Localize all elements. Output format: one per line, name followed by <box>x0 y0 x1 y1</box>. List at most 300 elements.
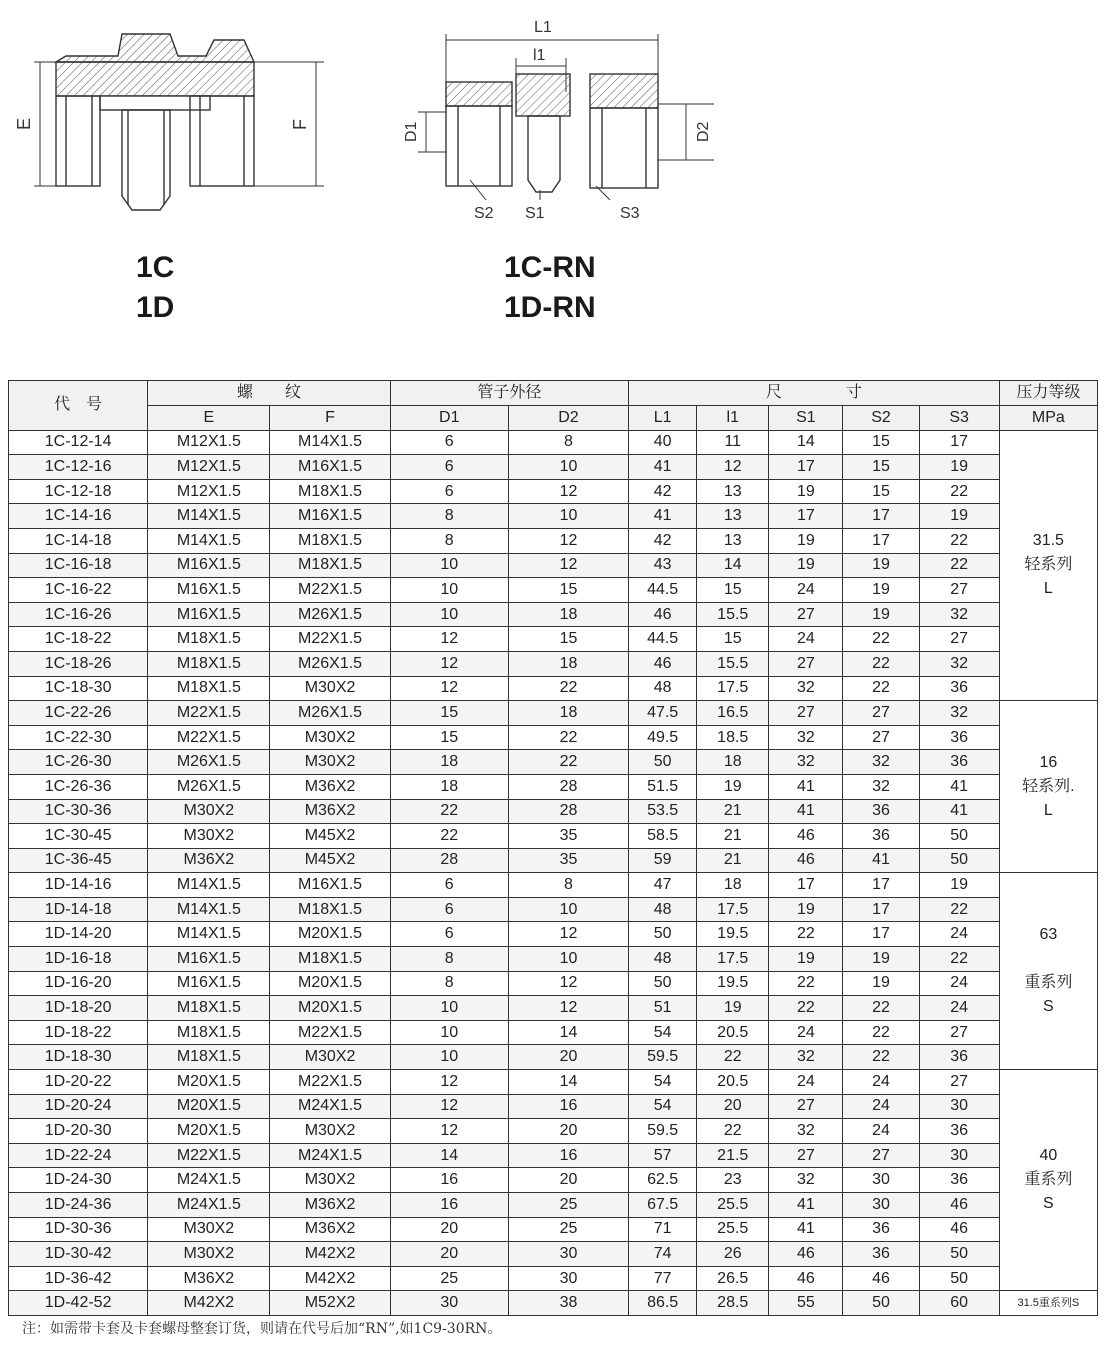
table-cell: 8 <box>390 971 508 996</box>
table-cell: 24 <box>843 1094 919 1119</box>
pressure-group-cell <box>999 873 1097 1070</box>
table-cell: M24X1.5 <box>148 1168 270 1193</box>
table-cell: 10 <box>390 553 508 578</box>
table-cell: 19 <box>769 897 843 922</box>
table-cell: M36X2 <box>270 799 390 824</box>
table-cell: 1C-18-30 <box>9 676 148 701</box>
table-cell: 36 <box>843 1242 919 1267</box>
table-cell: 1D-20-30 <box>9 1119 148 1144</box>
table-cell: 1C-12-18 <box>9 479 148 504</box>
table-cell: 71 <box>629 1217 697 1242</box>
reducing-fitting-drawing <box>418 34 714 200</box>
pressure-group-line: S <box>1043 998 1054 1016</box>
table-row <box>9 1045 1098 1070</box>
table-cell: 1D-24-30 <box>9 1168 148 1193</box>
table-cell: 19 <box>919 873 999 898</box>
table-cell: 24 <box>919 922 999 947</box>
drawings-area <box>0 0 1106 370</box>
table-cell: M24X1.5 <box>148 1193 270 1218</box>
table-cell: 10 <box>508 947 628 972</box>
table-cell: 19 <box>843 578 919 603</box>
table-cell: 22 <box>919 897 999 922</box>
table-cell: 19 <box>769 479 843 504</box>
table-cell: M16X1.5 <box>148 602 270 627</box>
table-cell: 6 <box>390 479 508 504</box>
table-cell: 41 <box>769 1217 843 1242</box>
table-cell: 19 <box>843 971 919 996</box>
table-cell: 49.5 <box>629 725 697 750</box>
table-cell: 51.5 <box>629 774 697 799</box>
table-cell: 22 <box>919 947 999 972</box>
table-cell: 1C-22-26 <box>9 701 148 726</box>
table-cell: 19 <box>843 553 919 578</box>
table-cell: M14X1.5 <box>270 430 390 455</box>
table-cell: M12X1.5 <box>148 430 270 455</box>
table-cell: M45X2 <box>270 848 390 873</box>
table-cell: 1D-16-18 <box>9 947 148 972</box>
table-row <box>9 676 1098 701</box>
dim-s3-label: S3 <box>620 205 640 222</box>
table-cell: 17 <box>843 922 919 947</box>
table-cell: M14X1.5 <box>148 922 270 947</box>
table-cell: M16X1.5 <box>148 578 270 603</box>
table-cell: 1D-20-24 <box>9 1094 148 1119</box>
table-cell: 1D-18-22 <box>9 1020 148 1045</box>
table-cell: 51 <box>629 996 697 1021</box>
table-cell: 13 <box>697 528 769 553</box>
header-f: F <box>270 406 390 431</box>
table-cell: 22 <box>390 799 508 824</box>
dim-e-label: E <box>14 117 34 130</box>
table-cell: M18X1.5 <box>148 996 270 1021</box>
table-cell: 54 <box>629 1020 697 1045</box>
table-cell: 22 <box>697 1119 769 1144</box>
table-cell: 6 <box>390 873 508 898</box>
table-cell: 23 <box>697 1168 769 1193</box>
pressure-group-line: S <box>1043 1195 1054 1213</box>
table-cell: 14 <box>508 1020 628 1045</box>
table-cell: 18 <box>697 750 769 775</box>
pressure-group-line: 31.5重系列S <box>1017 1297 1080 1310</box>
table-cell: M30X2 <box>270 1045 390 1070</box>
model-label-1d-rn: 1D-RN <box>504 291 596 324</box>
table-cell: 16 <box>390 1193 508 1218</box>
table-cell: 53.5 <box>629 799 697 824</box>
table-cell: 22 <box>919 553 999 578</box>
table-cell: 16 <box>508 1143 628 1168</box>
table-cell: 19 <box>769 947 843 972</box>
table-cell: 15 <box>508 578 628 603</box>
pressure-group-line <box>1000 947 1097 971</box>
table-body <box>9 430 1098 1316</box>
table-cell: 17.5 <box>697 897 769 922</box>
table-cell: M22X1.5 <box>148 701 270 726</box>
table-cell: 19 <box>919 504 999 529</box>
table-cell: 1D-14-18 <box>9 897 148 922</box>
table-cell: 24 <box>769 627 843 652</box>
table-row <box>9 1020 1098 1045</box>
table-cell: 48 <box>629 897 697 922</box>
table-cell: M52X2 <box>270 1291 390 1316</box>
table-cell: 10 <box>390 1045 508 1070</box>
table-cell: M18X1.5 <box>270 947 390 972</box>
table-cell: 54 <box>629 1070 697 1095</box>
table-cell: 55 <box>769 1291 843 1316</box>
table-cell: 46 <box>629 651 697 676</box>
table-cell: 46 <box>769 1242 843 1267</box>
straight-fitting-drawing <box>34 34 324 210</box>
table-cell: M42X2 <box>148 1291 270 1316</box>
table-cell: M18X1.5 <box>148 676 270 701</box>
table-cell: 32 <box>769 1119 843 1144</box>
table-cell: 30 <box>843 1193 919 1218</box>
table-cell: M24X1.5 <box>270 1143 390 1168</box>
table-cell: M16X1.5 <box>270 504 390 529</box>
table-cell: 15 <box>843 455 919 480</box>
table-cell: M22X1.5 <box>148 725 270 750</box>
pressure-group-line: 16 <box>1039 753 1058 771</box>
table-cell: 24 <box>919 971 999 996</box>
table-cell: 46 <box>769 824 843 849</box>
table-cell: 59.5 <box>629 1045 697 1070</box>
table-row <box>9 1143 1098 1168</box>
dim-s1-label: S1 <box>525 205 545 222</box>
header-tube-od: 管子外径 <box>390 381 628 406</box>
table-cell: M12X1.5 <box>148 455 270 480</box>
table-cell: 48 <box>629 947 697 972</box>
table-cell: 16 <box>508 1094 628 1119</box>
table-cell: 11 <box>697 430 769 455</box>
table-cell: 14 <box>697 553 769 578</box>
table-cell: 19.5 <box>697 922 769 947</box>
table-cell: 32 <box>769 1045 843 1070</box>
table-cell: 41 <box>919 774 999 799</box>
table-cell: 41 <box>769 1193 843 1218</box>
table-row <box>9 553 1098 578</box>
table-cell: 36 <box>919 1045 999 1070</box>
table-cell: 24 <box>769 1020 843 1045</box>
table-cell: 22 <box>769 971 843 996</box>
table-cell: 12 <box>508 996 628 1021</box>
table-cell: 17 <box>843 897 919 922</box>
table-cell: 18 <box>390 750 508 775</box>
table-cell: 1C-14-18 <box>9 528 148 553</box>
table-cell: 46 <box>769 848 843 873</box>
table-row <box>9 1266 1098 1291</box>
table-cell: 14 <box>508 1070 628 1095</box>
table-cell: M14X1.5 <box>148 528 270 553</box>
model-label-1c: 1C <box>136 251 175 284</box>
table-cell: 15 <box>843 430 919 455</box>
table-cell: 74 <box>629 1242 697 1267</box>
table-cell: 20 <box>508 1119 628 1144</box>
table-cell: 17 <box>843 528 919 553</box>
table-cell: 12 <box>508 553 628 578</box>
table-cell: 42 <box>629 479 697 504</box>
table-cell: M22X1.5 <box>270 1020 390 1045</box>
table-cell: M12X1.5 <box>148 479 270 504</box>
table-cell: 24 <box>769 578 843 603</box>
table-cell: M22X1.5 <box>270 578 390 603</box>
table-row <box>9 1119 1098 1144</box>
table-cell: 22 <box>390 824 508 849</box>
table-cell: 1C-26-30 <box>9 750 148 775</box>
table-cell: 17 <box>843 873 919 898</box>
table-cell: M30X2 <box>148 799 270 824</box>
table-cell: M14X1.5 <box>148 504 270 529</box>
table-cell: 8 <box>508 430 628 455</box>
header-dims: 尺 寸 <box>629 381 1000 406</box>
table-cell: M42X2 <box>270 1242 390 1267</box>
table-cell: M16X1.5 <box>270 873 390 898</box>
dim-d1-label: D1 <box>403 121 420 142</box>
table-cell: 1D-18-20 <box>9 996 148 1021</box>
table-cell: 58.5 <box>629 824 697 849</box>
table-cell: 17 <box>769 873 843 898</box>
table-cell: M20X1.5 <box>148 1070 270 1095</box>
table-cell: 27 <box>919 1070 999 1095</box>
table-cell: 21.5 <box>697 1143 769 1168</box>
table-cell: 1C-18-22 <box>9 627 148 652</box>
dim-s2-label: S2 <box>474 205 494 222</box>
table-cell: 36 <box>919 1168 999 1193</box>
table-cell: 35 <box>508 824 628 849</box>
table-cell: 41 <box>769 799 843 824</box>
table-cell: 24 <box>919 996 999 1021</box>
table-cell: 19 <box>697 996 769 1021</box>
table-cell: 62.5 <box>629 1168 697 1193</box>
dim-l1-small-label: l1 <box>533 47 546 64</box>
table-cell: 36 <box>919 750 999 775</box>
table-cell: M18X1.5 <box>270 479 390 504</box>
table-cell: 19 <box>843 602 919 627</box>
table-cell: 20.5 <box>697 1070 769 1095</box>
table-row <box>9 1291 1098 1316</box>
table-cell: 22 <box>919 479 999 504</box>
table-row <box>9 1094 1098 1119</box>
table-row <box>9 1193 1098 1218</box>
table-cell: M22X1.5 <box>270 1070 390 1095</box>
table-cell: M30X2 <box>270 1119 390 1144</box>
table-cell: 36 <box>919 676 999 701</box>
table-cell: 12 <box>390 676 508 701</box>
table-cell: 27 <box>769 602 843 627</box>
table-cell: 12 <box>390 627 508 652</box>
table-cell: 8 <box>390 947 508 972</box>
pressure-group-cell <box>999 430 1097 701</box>
table-cell: 14 <box>769 430 843 455</box>
dim-f-label: F <box>290 119 310 130</box>
table-cell: 30 <box>919 1143 999 1168</box>
table-cell: M18X1.5 <box>270 553 390 578</box>
table-cell: 44.5 <box>629 578 697 603</box>
table-row <box>9 528 1098 553</box>
table-cell: M30X2 <box>270 750 390 775</box>
table-cell: M20X1.5 <box>148 1094 270 1119</box>
table-cell: 50 <box>919 824 999 849</box>
model-label-1d: 1D <box>136 291 175 324</box>
table-cell: 21 <box>697 848 769 873</box>
table-cell: 46 <box>919 1193 999 1218</box>
table-cell: M20X1.5 <box>148 1119 270 1144</box>
table-cell: M18X1.5 <box>148 1020 270 1045</box>
table-cell: 50 <box>843 1291 919 1316</box>
table-cell: 32 <box>769 676 843 701</box>
table-cell: 27 <box>919 1020 999 1045</box>
table-row <box>9 897 1098 922</box>
table-cell: 24 <box>769 1070 843 1095</box>
table-cell: 27 <box>769 651 843 676</box>
table-cell: 54 <box>629 1094 697 1119</box>
table-cell: 20 <box>508 1045 628 1070</box>
table-cell: 1D-14-20 <box>9 922 148 947</box>
table-cell: 12 <box>390 651 508 676</box>
table-cell: 35 <box>508 848 628 873</box>
table-cell: 15.5 <box>697 651 769 676</box>
table-cell: M16X1.5 <box>148 947 270 972</box>
table-cell: 1D-22-24 <box>9 1143 148 1168</box>
table-cell: 12 <box>390 1070 508 1095</box>
table-cell: 12 <box>508 528 628 553</box>
table-cell: 15 <box>843 479 919 504</box>
table-cell: 1C-18-26 <box>9 651 148 676</box>
table-cell: 1C-16-22 <box>9 578 148 603</box>
pressure-group-cell <box>999 701 1097 873</box>
table-cell: M30X2 <box>270 676 390 701</box>
table-cell: 24 <box>843 1070 919 1095</box>
table-cell: 10 <box>390 996 508 1021</box>
table-cell: 32 <box>769 725 843 750</box>
table-cell: M20X1.5 <box>270 922 390 947</box>
table-row <box>9 701 1098 726</box>
table-cell: 86.5 <box>629 1291 697 1316</box>
table-cell: 13 <box>697 504 769 529</box>
table-cell: 41 <box>629 455 697 480</box>
table-row <box>9 430 1098 455</box>
table-cell: 50 <box>919 1242 999 1267</box>
table-cell: 19 <box>843 947 919 972</box>
table-cell: 32 <box>919 651 999 676</box>
table-cell: M30X2 <box>148 1217 270 1242</box>
pressure-group-line: L <box>1043 801 1053 819</box>
pressure-group-line: 31.5 <box>1032 532 1064 550</box>
table-row <box>9 504 1098 529</box>
table-cell: M14X1.5 <box>148 873 270 898</box>
table-cell: 6 <box>390 922 508 947</box>
table-cell: M30X2 <box>148 1242 270 1267</box>
table-cell: M42X2 <box>270 1266 390 1291</box>
table-cell: 20 <box>390 1217 508 1242</box>
table-cell: 8 <box>390 504 508 529</box>
table-cell: M16X1.5 <box>270 455 390 480</box>
table-row <box>9 1217 1098 1242</box>
header-s2: S2 <box>843 406 919 431</box>
table-cell: 6 <box>390 455 508 480</box>
pressure-group-line: 63 <box>1039 926 1058 944</box>
table-cell: 36 <box>843 824 919 849</box>
table-cell: 1C-26-36 <box>9 774 148 799</box>
table-cell: 30 <box>390 1291 508 1316</box>
table-cell: 15.5 <box>697 602 769 627</box>
table-cell: 46 <box>769 1266 843 1291</box>
table-cell: 28.5 <box>697 1291 769 1316</box>
table-row <box>9 971 1098 996</box>
table-cell: 27 <box>769 701 843 726</box>
table-cell: 1C-16-18 <box>9 553 148 578</box>
table-row <box>9 774 1098 799</box>
table-cell: 8 <box>508 873 628 898</box>
header-mpa: MPa <box>999 406 1097 431</box>
table-cell: 32 <box>843 750 919 775</box>
table-cell: 12 <box>697 455 769 480</box>
dim-l1-label: L1 <box>534 19 552 36</box>
header-thread: 螺 纹 <box>148 381 390 406</box>
table-cell: 27 <box>843 725 919 750</box>
table-cell: 25 <box>508 1193 628 1218</box>
table-cell: 77 <box>629 1266 697 1291</box>
table-row <box>9 455 1098 480</box>
table-row <box>9 578 1098 603</box>
table-cell: M18X1.5 <box>148 1045 270 1070</box>
table-cell: 42 <box>629 528 697 553</box>
table-cell: 18 <box>508 701 628 726</box>
table-row <box>9 1070 1098 1095</box>
table-cell: 21 <box>697 824 769 849</box>
table-cell: 36 <box>919 1119 999 1144</box>
table-cell: 1D-30-36 <box>9 1217 148 1242</box>
table-row <box>9 947 1098 972</box>
table-cell: 18 <box>390 774 508 799</box>
table-row <box>9 725 1098 750</box>
table-cell: 32 <box>769 1168 843 1193</box>
table-cell: 19 <box>919 455 999 480</box>
table-cell: 46 <box>843 1266 919 1291</box>
table-cell: 17.5 <box>697 676 769 701</box>
table-cell: M22X1.5 <box>148 1143 270 1168</box>
table-cell: M36X2 <box>148 1266 270 1291</box>
table-cell: M36X2 <box>270 1193 390 1218</box>
table-cell: 46 <box>629 602 697 627</box>
table-cell: M18X1.5 <box>148 627 270 652</box>
table-cell: 40 <box>629 430 697 455</box>
table-cell: 22 <box>843 651 919 676</box>
table-cell: 50 <box>629 971 697 996</box>
table-cell: 41 <box>629 504 697 529</box>
table-cell: 20 <box>697 1094 769 1119</box>
table-cell: 1D-16-20 <box>9 971 148 996</box>
table-cell: 36 <box>843 1217 919 1242</box>
table-row <box>9 1168 1098 1193</box>
table-row <box>9 1242 1098 1267</box>
table-header <box>9 381 1098 431</box>
table-cell: 36 <box>843 799 919 824</box>
table-cell: 19 <box>769 528 843 553</box>
table-cell: 20 <box>390 1242 508 1267</box>
table-cell: 15 <box>508 627 628 652</box>
table-cell: 20 <box>508 1168 628 1193</box>
table-cell: 12 <box>508 922 628 947</box>
table-cell: 27 <box>919 578 999 603</box>
table-cell: 47 <box>629 873 697 898</box>
table-cell: M18X1.5 <box>148 651 270 676</box>
table-cell: 19 <box>697 774 769 799</box>
table-cell: M20X1.5 <box>270 996 390 1021</box>
pressure-group-line: 轻系列. <box>1022 777 1075 795</box>
table-cell: 36 <box>919 725 999 750</box>
table-cell: M26X1.5 <box>148 750 270 775</box>
table-cell: 8 <box>390 528 508 553</box>
table-cell: 32 <box>919 701 999 726</box>
